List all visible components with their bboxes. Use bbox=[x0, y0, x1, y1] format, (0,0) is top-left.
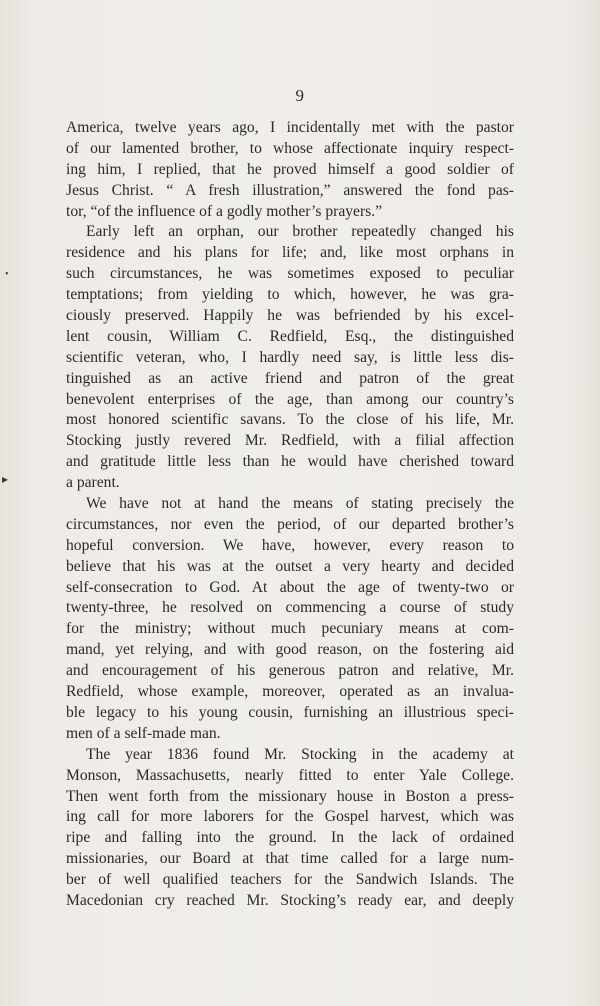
text-line: We have not at hand the means of stating precisely the bbox=[86, 495, 514, 513]
text-line: a parent. bbox=[66, 474, 120, 492]
text-line: ciously preserved. Happily he was befriended by his excel- bbox=[66, 307, 514, 325]
text-line: residence and his plans for life; and, like most orphans in bbox=[66, 244, 514, 262]
text-line: mand, yet relying, and with good reason, on the fostering aid bbox=[66, 641, 514, 659]
text-line: hopeful conversion. We have, however, every reason to bbox=[66, 536, 514, 554]
paragraph bbox=[66, 745, 514, 912]
text-line: Macedonian cry reached Mr. Stocking’s ready ear, and deeply bbox=[66, 891, 514, 909]
text-line: twenty-three, he resolved on commencing a course of study bbox=[66, 599, 514, 617]
paragraph bbox=[66, 222, 514, 494]
text-line: men of a self-made man. bbox=[66, 724, 221, 742]
text-line: temptations; from yielding to which, however, he was gra- bbox=[66, 286, 514, 304]
paragraph bbox=[66, 494, 514, 745]
text-line: benevolent enterprises of the age, than among our country’s bbox=[66, 390, 514, 408]
text-line: ripe and falling into the ground. In the lack of ordained bbox=[66, 829, 514, 847]
text-line: Redfield, whose example, moreover, operated as an invalua- bbox=[66, 683, 514, 701]
text-line: and gratitude little less than he would have cherished toward bbox=[66, 453, 514, 471]
text-line: Then went forth from the missionary house in Boston a press- bbox=[66, 787, 514, 805]
text-line: circumstances, nor even the period, of our departed brother’s bbox=[66, 515, 514, 533]
text-line: tinguished as an active friend and patron of the great bbox=[66, 369, 514, 387]
text-line: America, twelve years ago, I incidentally met with the pastor bbox=[66, 119, 514, 136]
text-line: tor, “of the influence of a godly mother’s prayers.” bbox=[66, 202, 383, 220]
text-line: and encouragement of his generous patron and relative, Mr. bbox=[66, 662, 514, 680]
text-line: ble legacy to his young cousin, furnishing an illustrious speci- bbox=[66, 703, 514, 721]
text-line: self-consecration to God. At about the age of twenty-two or bbox=[66, 578, 514, 596]
body-text bbox=[66, 118, 514, 912]
text-line: most honored scientific savans. To the close of his life, Mr. bbox=[66, 411, 514, 429]
text-line: lent cousin, William C. Redfield, Esq., the distinguished bbox=[66, 327, 514, 345]
text-line: Stocking justly revered Mr. Redfield, with a filial affection bbox=[66, 432, 514, 450]
text-line: for the ministry; without much pecuniary means at com- bbox=[66, 620, 514, 638]
text-line: of our lamented brother, to whose affectionate inquiry respect- bbox=[66, 139, 514, 157]
text-line: ing call for more laborers for the Gospel harvest, which was bbox=[66, 808, 514, 826]
margin-speck: • bbox=[5, 269, 9, 280]
text-line: Monson, Massachusetts, nearly fitted to enter Yale College. bbox=[66, 766, 514, 784]
text-line: missionaries, our Board at that time called for a large num- bbox=[66, 850, 514, 868]
paragraph bbox=[66, 118, 514, 222]
page-number: 9 bbox=[295, 86, 305, 105]
text-line: such circumstances, he was sometimes exposed to peculiar bbox=[66, 265, 514, 283]
text-line: ber of well qualified teachers for the Sandwich Islands. The bbox=[66, 871, 514, 889]
text-line: The year 1836 found Mr. Stocking in the academy at bbox=[86, 745, 514, 763]
text-line: Jesus Christ. “ A fresh illustration,” answered the fond pas- bbox=[66, 181, 514, 199]
text-line: believe that his was at the outset a very hearty and decided bbox=[66, 557, 514, 575]
text-line: Early left an orphan, our brother repeatedly changed his bbox=[86, 223, 514, 241]
text-line: scientific veteran, who, I hardly need say, is little less dis- bbox=[66, 348, 514, 366]
margin-arrow-mark: ▸ bbox=[2, 472, 9, 486]
text-line: ing him, I replied, that he proved himself a good soldier of bbox=[66, 160, 514, 178]
